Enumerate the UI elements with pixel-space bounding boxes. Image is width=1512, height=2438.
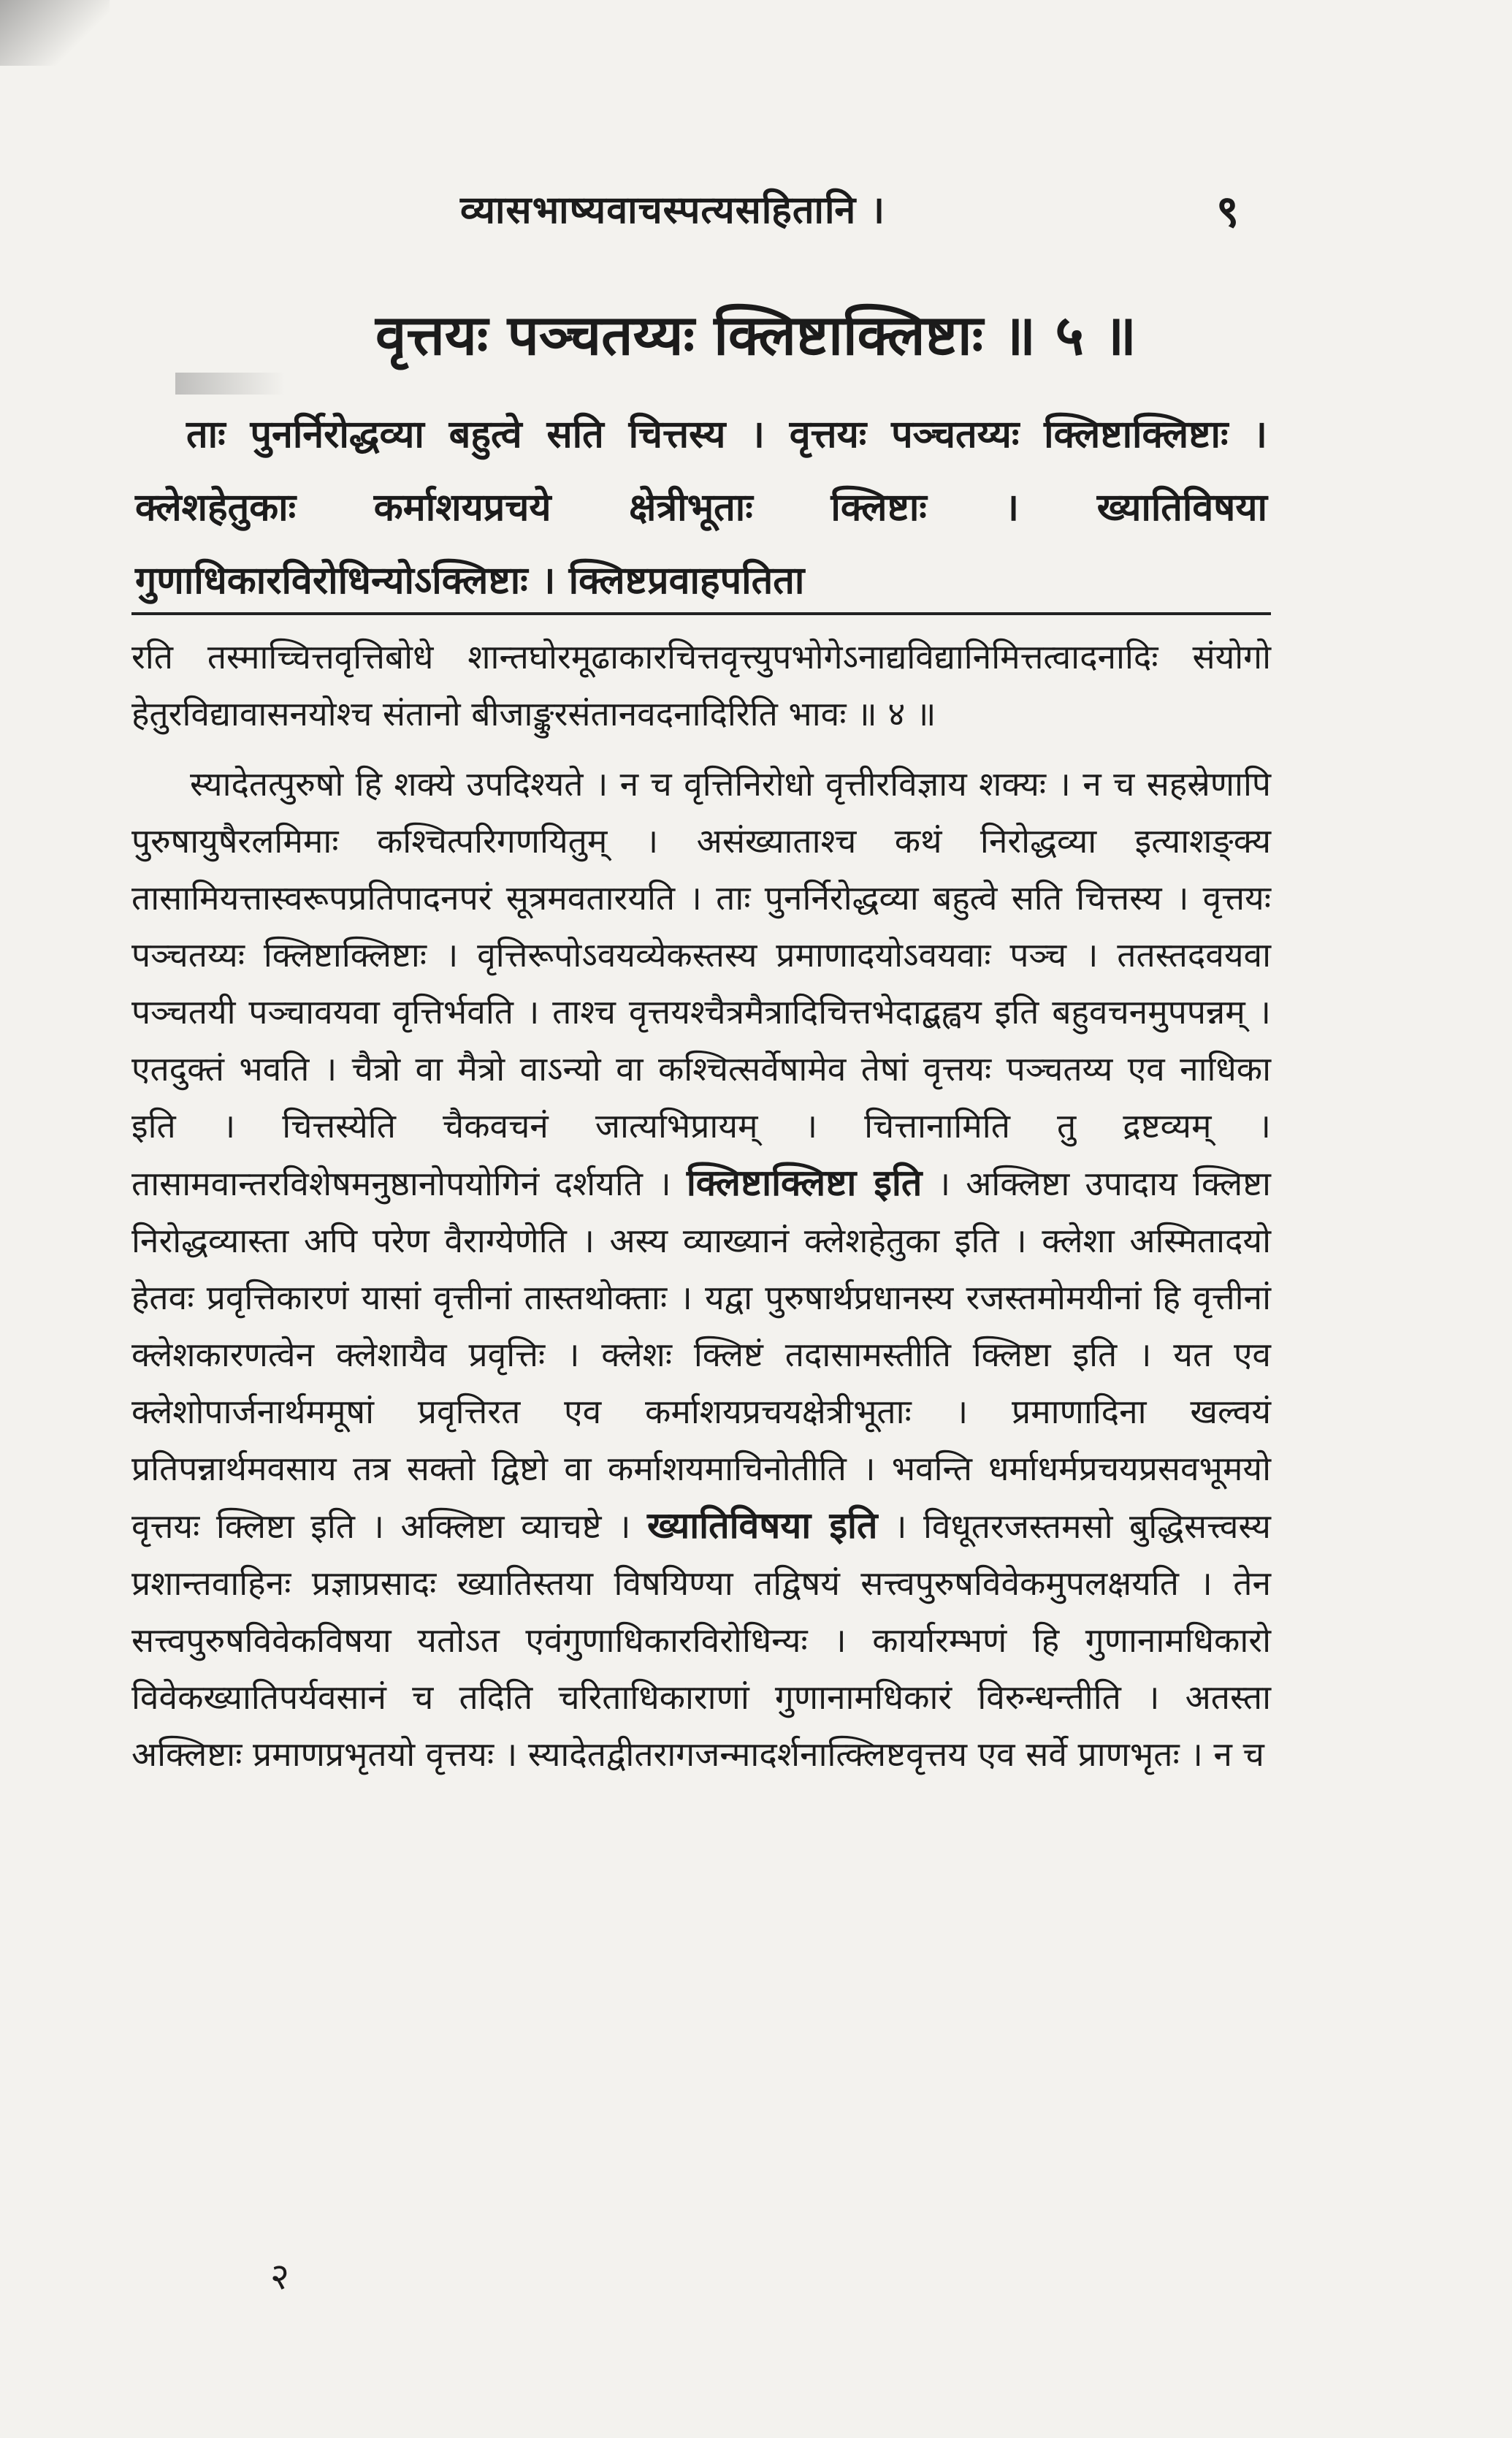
running-title: व्यासभाष्यवाचस्पत्यसहितानि ।: [460, 188, 886, 232]
scan-smudge: [0, 0, 110, 66]
bhashya-paragraph: ताः पुनर्निरोद्धव्या बहुत्वे सति चित्तस्य । वृत्तयः पञ्चतय्यः क्लिष्टाक्लिष्टाः । क्लेशहेतुकाः कर्माशयप्रचये क्षेत्रीभूताः क्लिष्टाः । ख्यातिविषया गुणाधिकारविरोधिन्योऽक्लिष्टाः । क्लिष्टप्रवाहपतिता: [135, 413, 1267, 603]
bhashya-text: [135, 398, 1267, 617]
sutra-heading: वृत्तयः पञ्चतय्यः क्लिष्टाक्लिष्टाः ॥ ५ ॥: [375, 302, 1137, 367]
commentary-carryover: रति तस्माच्चित्तवृत्तिबोधे शान्तघोरमूढाकारचित्तवृत्त्युपभोगेऽनाद्यविद्यानिमित्तत्वादनादिः संयोगो हेतुरविद्यावासनयोश्च संतानो बीजाङ्कुरसंतानवदनादिरिति भावः ॥ ४ ॥: [131, 637, 1271, 734]
commentary-para2: । अक्लिष्टा उपादाय क्लिष्टा निरोद्धव्यास्ता अपि परेण वैराग्येणेति । अस्य व्याख्यानं क्लेशहेतुका इति । क्लेशा अस्मितादयो हेतवः प्रवृत्तिकारणं यासां वृत्तीनां तास्तथोक्ताः । यद्वा पुरुषार्थप्रधानस्य रजस्तमोमयीनां हि वृत्तीनां क्लेशकारणत्वेन क्लेशायैव प्रवृत्तिः । क्लेशः क्लिष्टं तदासामस्तीति क्लिष्टा इति । यत एव क्लेशोपार्जनार्थममूषां प्रवृत्तिरत एव कर्माशयप्रचयक्षेत्रीभूताः । प्रमाणादिना खल्वयं प्रतिपन्नार्थमवसाय तत्र सक्तो द्विष्टो वा कर्माशयमाचिनोतीति । भवन्ति धर्माधर्मप्रचयप्रसवभूमयो वृत्तयः क्लिष्टा इति । अक्लिष्टा व्याचष्टे ।: [131, 1164, 1271, 1546]
commentary-paragraph: [131, 755, 1271, 1783]
commentary-para3: । विधूतरजस्तमसो बुद्धिसत्त्वस्य प्रशान्तवाहिनः प्रज्ञाप्रसादः ख्यातिस्तया विषयिण्या तद्विषयं सत्त्वपुरुषविवेकमुपलक्षयति । तेन सत्त्वपुरुषविवेकविषया यतोऽत एवंगुणाधिकारविरोधिन्यः । कार्यारम्भणं हि गुणानामधिकारो विवेकख्यातिपर्यवसानं च तदिति चरिताधिकाराणां गुणानामधिकारं विरुन्धन्तीति । अतस्ता अक्लिष्टाः प्रमाणप्रभृतयो वृत्तयः । स्यादेतद्वीतरागजन्मादर्शनात्क्लिष्टवृत्तय एव सर्वे प्राणभृतः । न च: [131, 1506, 1271, 1774]
page-header: [0, 183, 1512, 248]
commentary-bold1: क्लिष्टाक्लिष्टा इति: [686, 1162, 923, 1204]
page-number: ९: [1216, 186, 1240, 237]
section-divider: [131, 612, 1271, 615]
commentary-para1: स्यादेतत्पुरुषो हि शक्ये उपदिश्यते । न च वृत्तिनिरोधो वृत्तीरविज्ञाय शक्यः । न च सहस्रेणापि पुरुषायुषैरलमिमाः कश्चित्परिगणयितुम् । असंख्याताश्च कथं निरोद्धव्या इत्याशङ्क्य तासामियत्तास्वरूपप्रतिपादनपरं सूत्रमवतारयति । ताः पुनर्निरोद्धव्या बहुत्वे सति चित्तस्य । वृत्तयः पञ्चतय्यः क्लिष्टाक्लिष्टाः । वृत्तिरूपोऽवयव्येकस्तस्य प्रमाणादयोऽवयवाः पञ्च । ततस्तदवयवा पञ्चतयी पञ्चावयवा वृत्तिर्भवति । ताश्च वृत्तयश्चैत्रमैत्रादिचित्तभेदाद्बह्वय इति बहुवचनमुपपन्नम् । एतदुक्तं भवति । चैत्रो वा मैत्रो वाऽन्यो वा कश्चित्सर्वेषामेव तेषां वृत्तयः पञ्चतय्य एव नाधिका इति । चित्तस्येति चैकवचनं जात्यभिप्रायम् । चित्तानामिति तु द्रष्टव्यम् । तासामवान्तरविशेषमनुष्ठानोपयोगिनं दर्शयति ।: [131, 764, 1271, 1203]
commentary-text: [131, 628, 1271, 1783]
signature-mark: २: [270, 2255, 289, 2298]
scan-smudge-2: [175, 373, 285, 395]
commentary-bold2: ख्यातिविषया इति: [646, 1504, 878, 1547]
